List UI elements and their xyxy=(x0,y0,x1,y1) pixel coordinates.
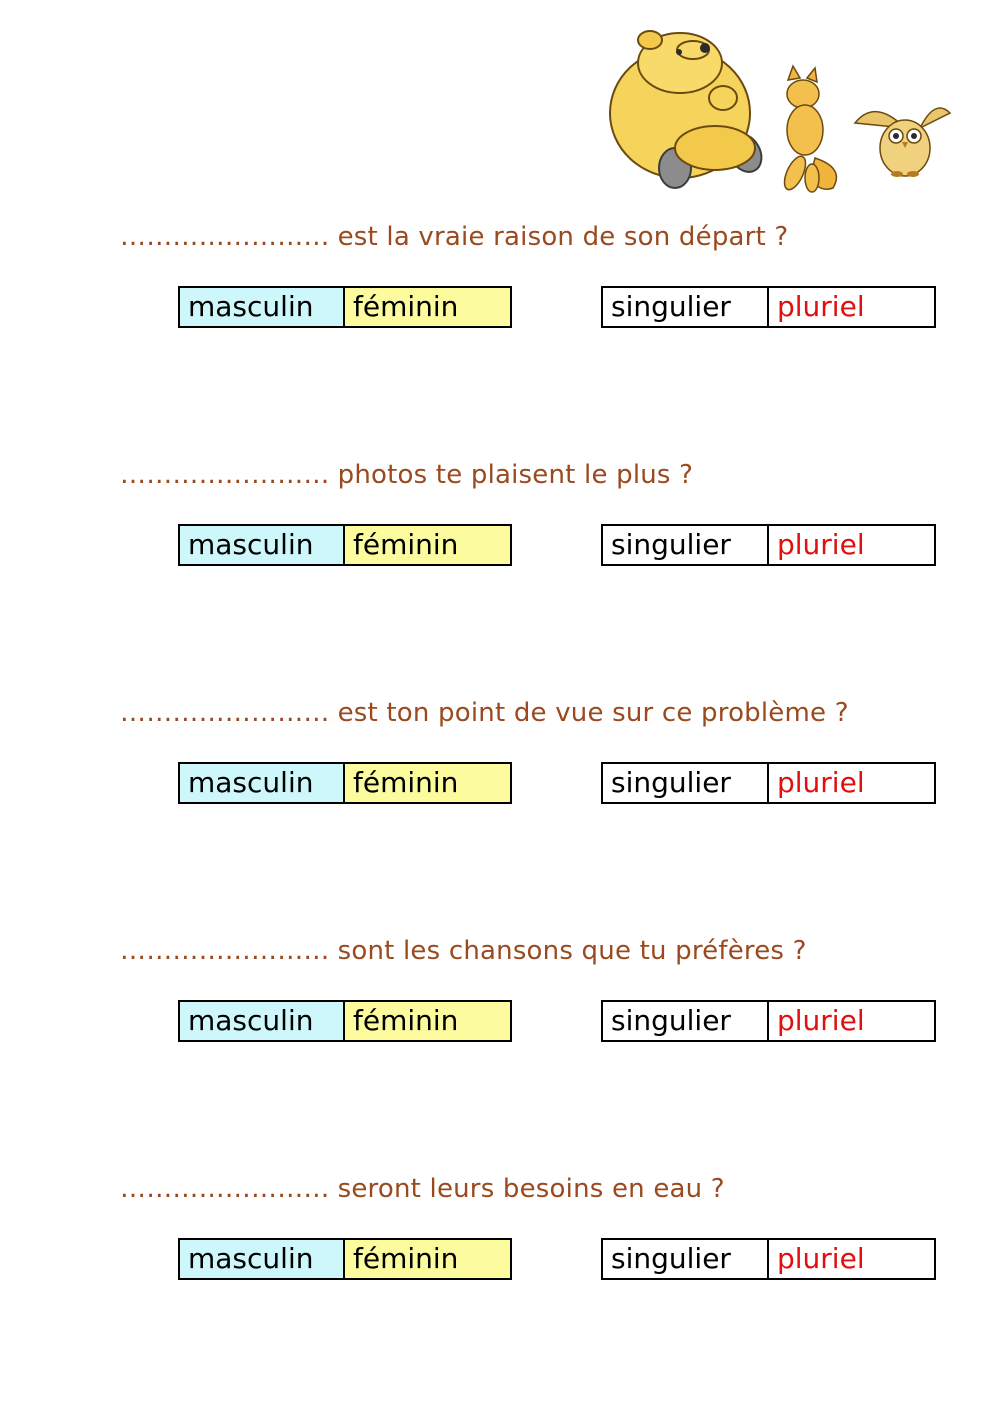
question-sentence: est la vraie raison de son départ ? xyxy=(337,222,789,252)
fox-illustration xyxy=(780,66,836,193)
owl-illustration xyxy=(855,108,950,177)
singulier-option[interactable]: singulier xyxy=(603,764,769,802)
number-choice xyxy=(601,762,936,804)
question-text xyxy=(120,1174,725,1204)
number-choice xyxy=(601,1000,936,1042)
number-choice xyxy=(601,286,936,328)
question-sentence: sont les chansons que tu préfères ? xyxy=(337,936,807,966)
masculin-option[interactable]: masculin xyxy=(180,1002,345,1040)
question-text xyxy=(120,698,849,728)
number-choice xyxy=(601,524,936,566)
feminin-option[interactable]: féminin xyxy=(345,1002,510,1040)
question-block xyxy=(0,222,1000,362)
masculin-option[interactable]: masculin xyxy=(180,288,345,326)
singulier-option[interactable]: singulier xyxy=(603,1002,769,1040)
feminin-option[interactable]: féminin xyxy=(345,526,510,564)
gender-choice xyxy=(178,286,512,328)
gender-choice xyxy=(178,1000,512,1042)
pluriel-option[interactable]: pluriel xyxy=(769,288,934,326)
feminin-option[interactable]: féminin xyxy=(345,288,510,326)
answer-blank[interactable]: …………………… xyxy=(120,1174,330,1204)
question-sentence: seront leurs besoins en eau ? xyxy=(337,1174,725,1204)
gender-choice xyxy=(178,1238,512,1280)
question-text xyxy=(120,222,788,252)
answer-blank[interactable]: …………………… xyxy=(120,936,330,966)
feminin-option[interactable]: féminin xyxy=(345,764,510,802)
answer-blank[interactable]: …………………… xyxy=(120,222,330,252)
question-sentence: est ton point de vue sur ce problème ? xyxy=(337,698,849,728)
question-block xyxy=(0,1174,1000,1314)
animals-illustration xyxy=(605,18,975,203)
answer-blank[interactable]: …………………… xyxy=(120,698,330,728)
singulier-option[interactable]: singulier xyxy=(603,288,769,326)
number-choice xyxy=(601,1238,936,1280)
question-text xyxy=(120,460,693,490)
masculin-option[interactable]: masculin xyxy=(180,526,345,564)
masculin-option[interactable]: masculin xyxy=(180,1240,345,1278)
singulier-option[interactable]: singulier xyxy=(603,1240,769,1278)
pluriel-option[interactable]: pluriel xyxy=(769,1002,934,1040)
question-block xyxy=(0,936,1000,1076)
gender-choice xyxy=(178,524,512,566)
question-block xyxy=(0,698,1000,838)
gender-choice xyxy=(178,762,512,804)
pluriel-option[interactable]: pluriel xyxy=(769,764,934,802)
question-block xyxy=(0,460,1000,600)
bear-illustration xyxy=(610,31,768,188)
pluriel-option[interactable]: pluriel xyxy=(769,526,934,564)
answer-blank[interactable]: …………………… xyxy=(120,460,330,490)
question-text xyxy=(120,936,807,966)
singulier-option[interactable]: singulier xyxy=(603,526,769,564)
feminin-option[interactable]: féminin xyxy=(345,1240,510,1278)
question-sentence: photos te plaisent le plus ? xyxy=(337,460,694,490)
pluriel-option[interactable]: pluriel xyxy=(769,1240,934,1278)
masculin-option[interactable]: masculin xyxy=(180,764,345,802)
